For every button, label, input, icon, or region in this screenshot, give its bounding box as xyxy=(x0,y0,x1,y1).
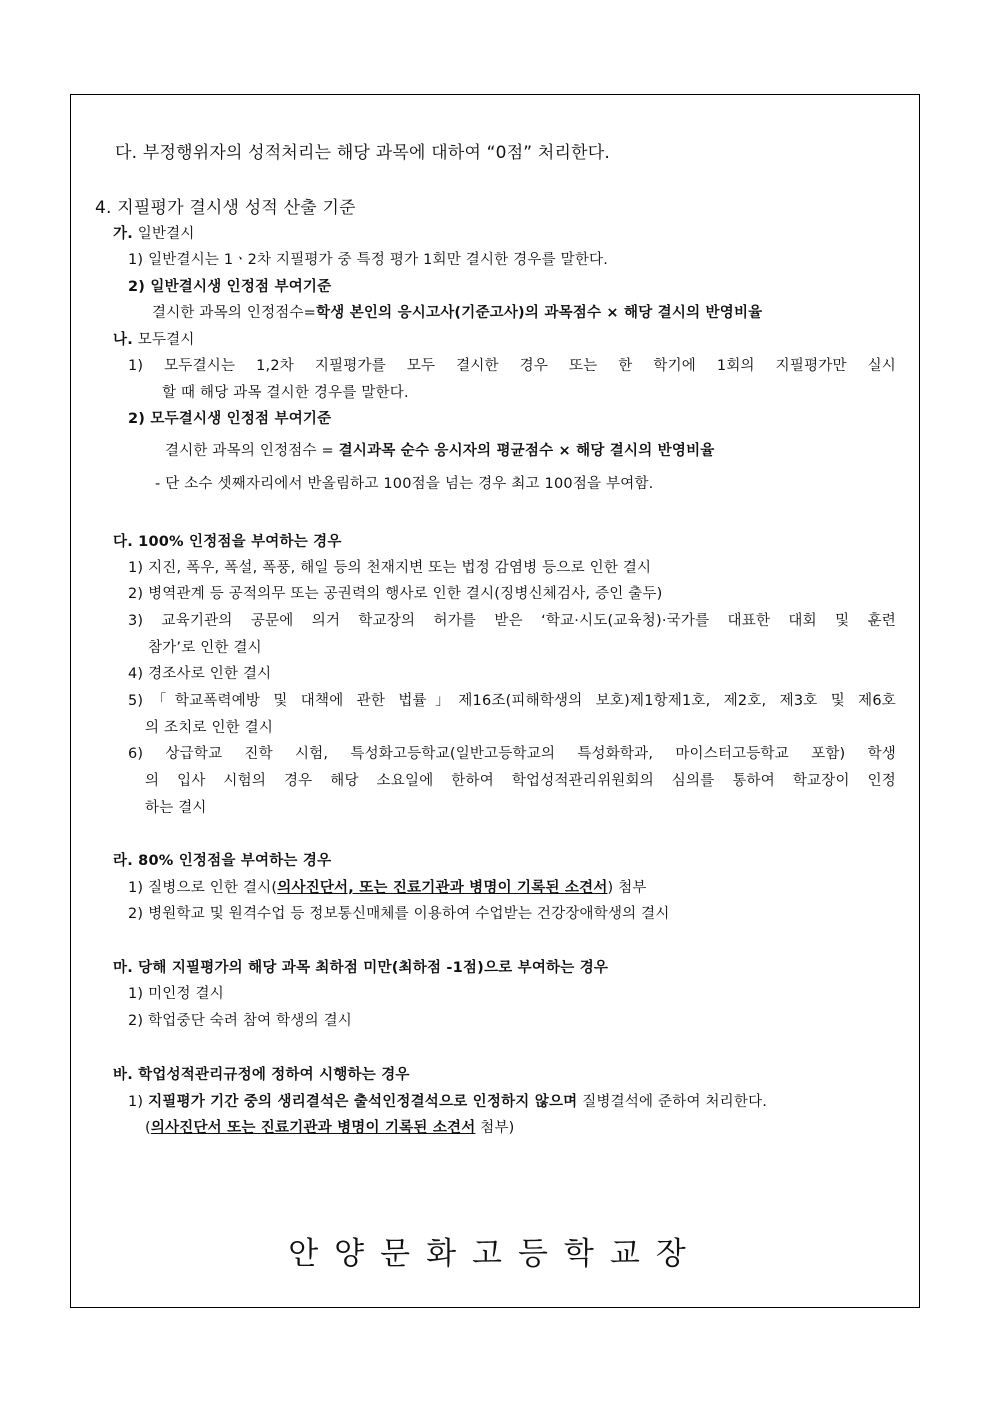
ga-item-2: 2) 일반결시생 인정점 부여기준 xyxy=(128,279,332,295)
ba-item-1-bold: 지필평가 기간 중의 생리결석은 출석인정결석으로 인정하지 않으며 xyxy=(148,1094,578,1110)
ba-item-1-note xyxy=(145,1119,515,1137)
subsection-ra: 라. 80% 인정점을 부여하는 경우 xyxy=(113,853,332,869)
da-item-6c: 하는 결시 xyxy=(145,800,207,816)
subsection-na-prefix: 나. xyxy=(113,332,133,348)
ra-item-1-doc: 의사진단서, 또는 진료기관과 병명이 기록된 소견서 xyxy=(277,880,608,896)
ga-formula-expr: 학생 본인의 응시고사(기준고사)의 과목점수 × 해당 결시의 반영비율 xyxy=(316,305,763,321)
da-item-3b: 참가’로 인한 결시 xyxy=(148,640,262,656)
ga-formula-label: 결시한 과목의 인정점수= xyxy=(152,305,317,321)
na-formula-expr: 결시과목 순수 응시자의 평균점수 × 해당 결시의 반영비율 xyxy=(338,443,715,459)
da-item-6b: 의 입사 시험의 경우 해당 소요일에 한하여 학업성적관리위원회의 심의를 통하여 학교장이 인정 xyxy=(145,773,896,789)
na-note: - 단 소수 셋째자리에서 반올림하고 100점을 넘는 경우 최고 100점을 부여함. xyxy=(155,476,654,492)
subsection-na xyxy=(113,331,195,349)
subsection-ma: 마. 당해 지필평가의 해당 과목 최하점 미만(최하점 -1점)으로 부여하는 경우 xyxy=(113,960,609,976)
ba-note-doc: 의사진단서 또는 진료기관과 병명이 기록된 소견서 xyxy=(150,1120,476,1136)
subsection-ga-text: 일반결시 xyxy=(132,226,195,242)
ga-formula xyxy=(152,304,762,322)
ba-item-1-rest: 질병결석에 준하여 처리한다. xyxy=(577,1094,768,1110)
ga-item-1: 1) 일반결시는 1ㆍ2차 지필평가 중 특정 평가 1회만 결시한 경우를 말한다. xyxy=(128,252,609,268)
section-4-heading: 4. 지필평가 결시생 성적 산출 기준 xyxy=(95,198,356,218)
section-da-top: 다. 부정행위자의 성적처리는 해당 과목에 대하여 “0점” 처리한다. xyxy=(115,143,611,163)
da-item-1: 1) 지진, 폭우, 폭설, 폭풍, 해일 등의 천재지변 또는 법정 감염병 등으로 인한 결시 xyxy=(128,560,652,576)
da-item-4: 4) 경조사로 인한 결시 xyxy=(128,666,272,682)
na-formula-label: 결시한 과목의 인정점수 = xyxy=(165,443,339,459)
da-item-6a: 6) 상급학교 진학 시험, 특성화고등학교(일반고등학교의 특성화학과, 마이스터고등학교 포함) 학생 xyxy=(128,746,896,762)
ba-note-open: ( xyxy=(145,1120,151,1136)
da-item-5a: 5)「학교폭력예방 및 대책에 관한 법률」제16조(피해학생의 보호)제1항제1호, 제2호, 제3호 및 제6호 xyxy=(128,693,896,709)
ra-item-2: 2) 병원학교 및 원격수업 등 정보통신매체를 이용하여 수업받는 건강장애학생의 결시 xyxy=(128,906,670,922)
ba-item-1-num: 1) xyxy=(128,1094,149,1110)
ma-item-2: 2) 학업중단 숙려 참여 학생의 결시 xyxy=(128,1013,353,1029)
subsection-ga-prefix: 가. xyxy=(113,226,133,242)
subsection-da: 다. 100% 인정점을 부여하는 경우 xyxy=(113,534,342,550)
da-item-5b: 의 조치로 인한 결시 xyxy=(145,720,274,736)
na-item-1a: 1) 모두결시는 1,2차 지필평가를 모두 결시한 경우 또는 한 학기에 1회의 지필평가만 실시 xyxy=(128,358,896,374)
na-item-1b: 할 때 해당 과목 결시한 경우를 말한다. xyxy=(162,385,409,401)
ra-item-1-end: ) 첨부 xyxy=(607,880,647,896)
ra-item-1-text: 1) 질병으로 인한 결시( xyxy=(128,880,278,896)
subsection-ba: 바. 학업성적관리규정에 정하여 시행하는 경우 xyxy=(113,1067,410,1083)
ba-note-close: 첨부) xyxy=(475,1120,515,1136)
principal-signature: 안양문화고등학교장 xyxy=(288,1236,702,1272)
subsection-ga xyxy=(113,225,195,243)
na-item-2: 2) 모두결시생 인정점 부여기준 xyxy=(128,411,332,427)
ma-item-1: 1) 미인정 결시 xyxy=(128,986,224,1002)
na-formula xyxy=(165,442,715,460)
subsection-na-text: 모두결시 xyxy=(132,332,195,348)
ra-item-1 xyxy=(128,879,647,897)
da-item-3a: 3) 교육기관의 공문에 의거 학교장의 허가를 받은 ‘학교·시도(교육청)·국가를 대표한 대회 및 훈련 xyxy=(128,613,896,629)
ba-item-1 xyxy=(128,1093,767,1111)
da-item-2: 2) 병역관계 등 공적의무 또는 공권력의 행사로 인한 결시(징병신체검사, 증인 출두) xyxy=(128,586,663,602)
